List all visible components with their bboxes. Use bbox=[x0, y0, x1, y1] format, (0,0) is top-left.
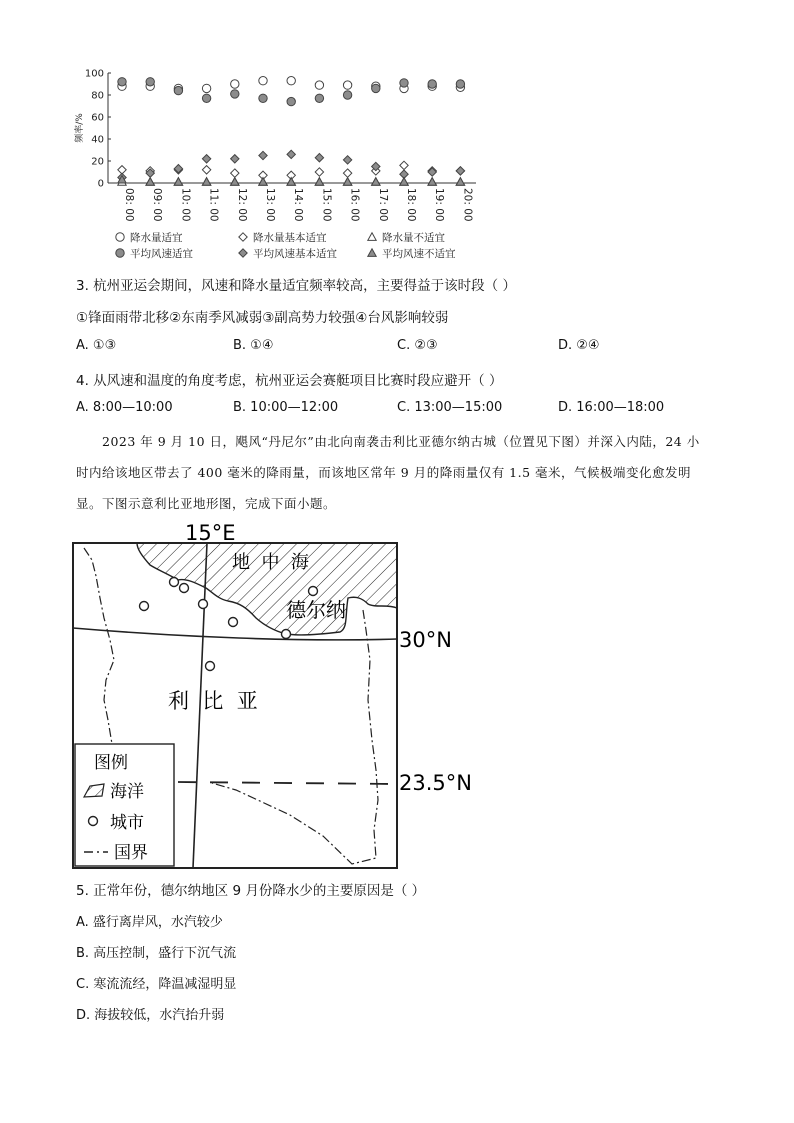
data-point-diamond-open bbox=[202, 166, 210, 174]
legend-border-label: 国界 bbox=[114, 843, 148, 863]
x-tick-label: 09: 00 bbox=[151, 188, 164, 222]
question-3-factors: ①锋面雨带北移②东南季风减弱③副高势力较强④台风影响较弱 bbox=[76, 310, 449, 326]
derna-label: 德尔纳 bbox=[286, 598, 346, 622]
question-4-option-d[interactable]: D. 16:00—18:00 bbox=[558, 400, 665, 415]
city-marker bbox=[206, 662, 215, 671]
y-tick-label: 80 bbox=[91, 90, 104, 102]
derna-city-marker bbox=[309, 587, 318, 596]
data-point-circle-filled bbox=[287, 97, 295, 105]
x-tick-label: 14: 00 bbox=[292, 188, 305, 222]
data-point-triangle-filled bbox=[202, 178, 210, 186]
x-tick-label: 08: 00 bbox=[123, 188, 135, 222]
eastern-border bbox=[212, 610, 378, 864]
x-tick-label: 15: 00 bbox=[320, 188, 333, 222]
data-point-circle-filled bbox=[146, 78, 154, 86]
city-marker bbox=[180, 584, 189, 593]
x-tick-label: 12: 00 bbox=[235, 188, 248, 222]
legend-title: 图例 bbox=[94, 753, 128, 773]
question-5-option-b[interactable]: B. 高压控制，盛行下沉气流 bbox=[76, 946, 237, 961]
data-point-circle-filled bbox=[118, 78, 126, 86]
legend-marker-circle-open bbox=[116, 233, 124, 241]
x-tick-label: 10: 00 bbox=[179, 188, 192, 222]
legend-marker-circle-filled bbox=[116, 249, 124, 257]
data-point-triangle-filled bbox=[428, 178, 436, 186]
x-tick-label: 19: 00 bbox=[433, 188, 446, 222]
data-point-circle-filled bbox=[428, 80, 436, 88]
city-marker bbox=[282, 630, 291, 639]
legend-marker-diamond-open bbox=[239, 233, 247, 241]
legend-marker-triangle-filled bbox=[368, 249, 376, 257]
data-point-triangle-filled bbox=[231, 178, 239, 186]
y-tick-label: 100 bbox=[84, 68, 104, 80]
data-point-diamond-filled bbox=[315, 154, 323, 162]
city-marker bbox=[170, 578, 179, 587]
y-tick-label: 20 bbox=[91, 156, 104, 168]
legend-label: 降水量适宜 bbox=[130, 232, 183, 244]
western-border bbox=[84, 548, 114, 744]
question-4-stem: 4. 从风速和温度的角度考虑，杭州亚运会赛艇项目比赛时段应避开（ ） bbox=[76, 373, 503, 389]
data-point-triangle-filled bbox=[343, 178, 351, 186]
data-point-circle-open bbox=[231, 80, 239, 88]
data-point-circle-filled bbox=[202, 94, 210, 102]
data-point-circle-filled bbox=[343, 91, 351, 99]
data-point-triangle-filled bbox=[146, 178, 154, 186]
legend-label: 平均风速不适宜 bbox=[382, 248, 456, 260]
data-point-triangle-filled bbox=[372, 178, 380, 186]
x-tick-label: 20: 00 bbox=[461, 188, 474, 222]
data-point-circle-filled bbox=[372, 84, 380, 92]
question-3-stem: 3. 杭州亚运会期间，风速和降水量适宜频率较高，主要得益于该时段（ ） bbox=[76, 278, 516, 294]
x-tick-label: 13: 00 bbox=[264, 188, 276, 222]
data-point-circle-filled bbox=[456, 80, 464, 88]
data-point-triangle-filled bbox=[259, 178, 267, 186]
question-5-stem: 5. 正常年份，德尔纳地区 9 月份降水少的主要原因是（ ） bbox=[76, 883, 426, 899]
passage-line-1: 2023 年 9 月 10 日，飓风“丹尼尔”由北向南袭击利比亚德尔纳古城（位置见下图）并深入内陆，24 小 bbox=[102, 434, 700, 449]
data-point-circle-filled bbox=[174, 86, 182, 94]
map-legend bbox=[75, 744, 174, 866]
data-point-circle-filled bbox=[231, 90, 239, 98]
city-legend-icon bbox=[89, 817, 98, 826]
data-point-diamond-open bbox=[400, 161, 408, 169]
question-4-option-c[interactable]: C. 13:00—15:00 bbox=[397, 400, 503, 415]
legend-marker-triangle-open bbox=[368, 233, 376, 241]
data-point-circle-filled bbox=[400, 79, 408, 87]
data-point-diamond-open bbox=[315, 168, 323, 176]
legend-marker-diamond-filled bbox=[239, 249, 247, 257]
x-tick-label: 16: 00 bbox=[348, 188, 361, 222]
legend-label: 降水量不适宜 bbox=[382, 232, 445, 244]
data-point-triangle-filled bbox=[315, 178, 323, 186]
y-tick-label: 0 bbox=[97, 178, 104, 190]
longitude-label: 15°E bbox=[185, 521, 236, 545]
data-point-circle-filled bbox=[315, 94, 323, 102]
question-3-option-a[interactable]: A. ①③ bbox=[76, 338, 117, 353]
question-3-option-c[interactable]: C. ②③ bbox=[397, 338, 438, 353]
legend-label: 平均风速基本适宜 bbox=[253, 248, 337, 260]
data-point-diamond-open bbox=[343, 169, 351, 177]
x-tick-label: 11: 00 bbox=[207, 188, 220, 222]
legend-city-label: 城市 bbox=[110, 813, 144, 833]
legend-ocean-label: 海洋 bbox=[110, 782, 144, 802]
tropic-23-5n bbox=[178, 782, 397, 784]
libya-map bbox=[0, 515, 794, 875]
x-tick-label: 18: 00 bbox=[405, 188, 417, 222]
data-point-diamond-filled bbox=[259, 151, 267, 159]
x-tick-label: 17: 00 bbox=[376, 188, 389, 222]
city-marker bbox=[229, 618, 238, 627]
data-point-diamond-filled bbox=[231, 155, 239, 163]
country-label: 利 比 亚 bbox=[168, 689, 258, 713]
city-marker bbox=[199, 600, 208, 609]
sea-label: 地 中 海 bbox=[232, 552, 309, 573]
data-point-diamond-filled bbox=[343, 156, 351, 164]
y-tick-label: 60 bbox=[91, 112, 104, 124]
data-point-triangle-filled bbox=[287, 178, 295, 186]
data-point-triangle-filled bbox=[174, 178, 182, 186]
question-4-option-b[interactable]: B. 10:00—12:00 bbox=[233, 400, 339, 415]
question-3-option-b[interactable]: B. ①④ bbox=[233, 338, 274, 353]
data-point-circle-open bbox=[259, 77, 267, 85]
latitude-23-5-label: 23.5°N bbox=[399, 771, 472, 795]
question-5-option-c[interactable]: C. 寒流流经，降温减湿明显 bbox=[76, 977, 237, 992]
frequency-scatter-chart bbox=[0, 60, 794, 270]
y-tick-label: 40 bbox=[91, 134, 104, 146]
data-point-diamond-filled bbox=[287, 150, 295, 158]
legend-label: 降水量基本适宜 bbox=[253, 232, 327, 244]
data-point-triangle-filled bbox=[400, 178, 408, 186]
data-point-circle-open bbox=[315, 81, 323, 89]
latitude-30-label: 30°N bbox=[399, 628, 452, 652]
passage-line-3: 显。下图示意利比亚地形图，完成下面小题。 bbox=[76, 496, 337, 511]
question-4-option-a[interactable]: A. 8:00—10:00 bbox=[76, 400, 173, 415]
passage-line-2: 时内给该地区带去了 400 毫米的降雨量，而该地区常年 9 月的降雨量仅有 1.5 毫米，气候极端变化愈发明 bbox=[76, 465, 692, 480]
data-point-circle-open bbox=[202, 84, 210, 92]
data-point-diamond-open bbox=[231, 169, 239, 177]
data-point-circle-open bbox=[343, 81, 351, 89]
data-point-circle-filled bbox=[259, 94, 267, 102]
question-3-option-d[interactable]: D. ②④ bbox=[558, 338, 600, 353]
question-5-option-d[interactable]: D. 海拔较低，水汽抬升弱 bbox=[76, 1008, 225, 1023]
parallel-30n bbox=[73, 628, 397, 640]
data-point-triangle-filled bbox=[456, 178, 464, 186]
data-point-diamond-filled bbox=[202, 155, 210, 163]
data-point-circle-open bbox=[287, 77, 295, 85]
question-5-option-a[interactable]: A. 盛行离岸风，水汽较少 bbox=[76, 915, 223, 930]
city-marker bbox=[140, 602, 149, 611]
data-point-diamond-filled bbox=[456, 167, 464, 175]
y-axis-label: 频率/% bbox=[75, 113, 85, 143]
legend-label: 平均风速适宜 bbox=[130, 248, 193, 260]
